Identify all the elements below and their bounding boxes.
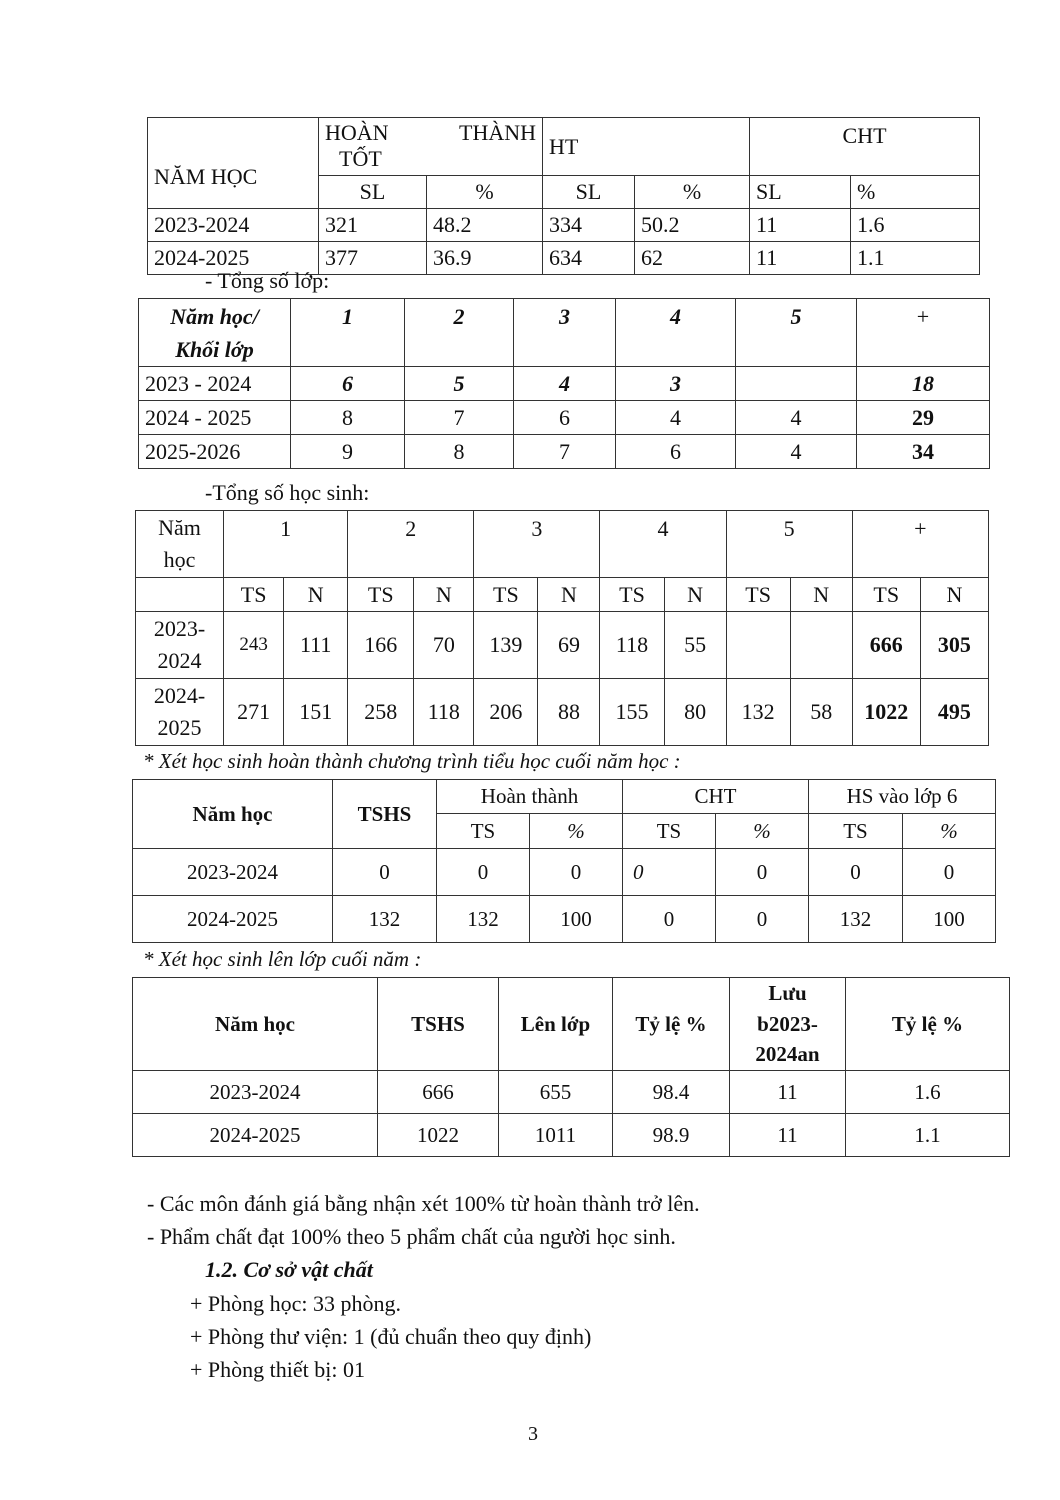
cell: 666 bbox=[378, 1071, 499, 1114]
table-row bbox=[136, 612, 989, 679]
cell: 2024-2025 bbox=[133, 1114, 378, 1157]
cell: 1022 bbox=[852, 679, 920, 746]
year-cell: 2023- 2024 bbox=[136, 612, 224, 679]
year-cell: 2024- 2025 bbox=[136, 679, 224, 746]
col-ht-tot: HOÀN THÀNH TỐT bbox=[319, 118, 543, 176]
cell: 7 bbox=[514, 435, 616, 469]
list-item: + Phòng học: 33 phòng. bbox=[190, 1291, 402, 1316]
sub-head: N bbox=[538, 578, 600, 612]
cell: 69 bbox=[538, 612, 600, 679]
cell: 8 bbox=[291, 401, 405, 435]
section-title: 1.2. Cơ sở vật chất bbox=[205, 1257, 373, 1282]
cell: 88 bbox=[538, 679, 600, 746]
cell: 29 bbox=[857, 401, 990, 435]
grade-head: 3 bbox=[474, 511, 600, 578]
caption-complete: * Xét học sinh hoàn thành chương trình tiểu học cuối năm học : bbox=[143, 749, 681, 773]
sub-head: % bbox=[635, 176, 750, 209]
completion-table bbox=[132, 779, 996, 943]
cell: 98.9 bbox=[613, 1114, 730, 1157]
sub-head: TS bbox=[623, 814, 716, 849]
cell: 0 bbox=[333, 849, 437, 896]
cell: 8 bbox=[405, 435, 514, 469]
cell: 6 bbox=[616, 435, 736, 469]
cell: 7 bbox=[405, 401, 514, 435]
cell: 155 bbox=[600, 679, 664, 746]
cell: 1.1 bbox=[846, 1114, 1010, 1157]
cell: 0 bbox=[623, 896, 716, 943]
cell bbox=[736, 367, 857, 401]
sub-head: TS bbox=[809, 814, 903, 849]
paragraph: - Phẩm chất đạt 100% theo 5 phẩm chất của người học sinh. bbox=[147, 1224, 676, 1249]
grade-head: 1 bbox=[291, 299, 405, 367]
col-tshs: TSHS bbox=[333, 780, 437, 849]
classes-table bbox=[138, 298, 990, 469]
col-rate: Tỷ lệ % bbox=[846, 978, 1010, 1071]
col-rate: Tỷ lệ % bbox=[613, 978, 730, 1071]
col-promoted: Lên lớp bbox=[499, 978, 613, 1071]
cell: 98.4 bbox=[613, 1071, 730, 1114]
sub-head: % bbox=[903, 814, 996, 849]
cell: 1.6 bbox=[851, 208, 980, 241]
grade-head: 2 bbox=[348, 511, 474, 578]
cell: 2025-2026 bbox=[139, 435, 291, 469]
cell bbox=[726, 612, 790, 679]
cell: 132 bbox=[333, 896, 437, 943]
cell: 634 bbox=[543, 241, 635, 274]
cell: 132 bbox=[809, 896, 903, 943]
cell: 2024-2025 bbox=[148, 241, 319, 274]
cell bbox=[790, 612, 852, 679]
sub-head: SL bbox=[750, 176, 851, 209]
cell: 4 bbox=[514, 367, 616, 401]
table-row bbox=[133, 849, 996, 896]
cell: 151 bbox=[284, 679, 348, 746]
sub-head: N bbox=[790, 578, 852, 612]
sub-head: N bbox=[414, 578, 474, 612]
paragraph: - Các môn đánh giá bằng nhận xét 100% từ hoàn thành trở lên. bbox=[147, 1191, 700, 1216]
sub-head: N bbox=[284, 578, 348, 612]
sub-head: SL bbox=[319, 176, 427, 209]
sub-head: TS bbox=[437, 814, 530, 849]
col-year: Năm học bbox=[133, 978, 378, 1071]
cell: 258 bbox=[348, 679, 414, 746]
sub-head: % bbox=[530, 814, 623, 849]
sub-head: % bbox=[851, 176, 980, 209]
sub-head: % bbox=[427, 176, 543, 209]
cell: 1022 bbox=[378, 1114, 499, 1157]
cell: 118 bbox=[600, 612, 664, 679]
cell: 0 bbox=[623, 849, 716, 896]
sub-head: SL bbox=[543, 176, 635, 209]
col-ht: HT bbox=[543, 118, 750, 176]
cell: 2023-2024 bbox=[133, 849, 333, 896]
cell: 70 bbox=[414, 612, 474, 679]
cell: 100 bbox=[530, 896, 623, 943]
sub-head: TS bbox=[852, 578, 920, 612]
cell: 1.1 bbox=[851, 241, 980, 274]
cell: 305 bbox=[920, 612, 988, 679]
sub-head: TS bbox=[474, 578, 538, 612]
grade-head: 5 bbox=[736, 299, 857, 367]
cell: 2023 - 2024 bbox=[139, 367, 291, 401]
cell: 1011 bbox=[499, 1114, 613, 1157]
cell: 321 bbox=[319, 208, 427, 241]
table-row bbox=[139, 401, 990, 435]
cell: 1.6 bbox=[846, 1071, 1010, 1114]
sub-head: TS bbox=[224, 578, 284, 612]
cell: 132 bbox=[437, 896, 530, 943]
cell: 58 bbox=[790, 679, 852, 746]
col-cht: CHT bbox=[750, 118, 980, 176]
cell: 139 bbox=[474, 612, 538, 679]
list-item: + Phòng thiết bị: 01 bbox=[190, 1357, 365, 1382]
caption-promote: * Xét học sinh lên lớp cuối năm : bbox=[143, 947, 422, 971]
students-table bbox=[135, 510, 989, 746]
promotion-table bbox=[132, 977, 1010, 1157]
cell: 6 bbox=[291, 367, 405, 401]
cell: 34 bbox=[857, 435, 990, 469]
cell: 55 bbox=[664, 612, 726, 679]
sub-head: N bbox=[664, 578, 726, 612]
grade-head: 4 bbox=[616, 299, 736, 367]
grade-head: + bbox=[852, 511, 988, 578]
table-row bbox=[136, 679, 989, 746]
cell: 3 bbox=[616, 367, 736, 401]
caption-classes: - Tổng số lớp: bbox=[205, 268, 330, 293]
cell: 9 bbox=[291, 435, 405, 469]
results-table bbox=[147, 117, 980, 275]
cell: 377 bbox=[319, 241, 427, 274]
sub-head: % bbox=[716, 814, 809, 849]
col-retained: Lưu b2023- 2024an bbox=[730, 978, 846, 1071]
cell: 4 bbox=[736, 401, 857, 435]
cell: 0 bbox=[530, 849, 623, 896]
col-tshs: TSHS bbox=[378, 978, 499, 1071]
cell: 243 bbox=[224, 612, 284, 679]
cell: 132 bbox=[726, 679, 790, 746]
list-item: + Phòng thư viện: 1 (đủ chuẩn theo quy định) bbox=[190, 1324, 592, 1349]
table-row bbox=[139, 367, 990, 401]
col-grade6: HS vào lớp 6 bbox=[809, 780, 996, 814]
head-year: Năm học bbox=[136, 511, 224, 578]
cell: 2023-2024 bbox=[133, 1071, 378, 1114]
cell: 0 bbox=[716, 849, 809, 896]
cell: 5 bbox=[405, 367, 514, 401]
page-number: 3 bbox=[528, 1423, 538, 1445]
grade-head: 3 bbox=[514, 299, 616, 367]
table-row bbox=[139, 435, 990, 469]
grade-head: + bbox=[857, 299, 990, 367]
sub-head: TS bbox=[348, 578, 414, 612]
table-row bbox=[133, 1071, 1010, 1114]
cell: 334 bbox=[543, 208, 635, 241]
cell: 0 bbox=[437, 849, 530, 896]
cell: 11 bbox=[750, 241, 851, 274]
cell: 4 bbox=[736, 435, 857, 469]
cell: 0 bbox=[716, 896, 809, 943]
sub-head: TS bbox=[726, 578, 790, 612]
cell: 2024-2025 bbox=[133, 896, 333, 943]
cell: 2024 - 2025 bbox=[139, 401, 291, 435]
head-year-grade: Năm học/ Khối lớp bbox=[139, 299, 291, 367]
col-done: Hoàn thành bbox=[437, 780, 623, 814]
cell: 206 bbox=[474, 679, 538, 746]
cell: 666 bbox=[852, 612, 920, 679]
table-row bbox=[133, 896, 996, 943]
table-row bbox=[148, 208, 980, 241]
cell: 80 bbox=[664, 679, 726, 746]
blank-cell bbox=[136, 578, 224, 612]
cell: 48.2 bbox=[427, 208, 543, 241]
cell: 495 bbox=[920, 679, 988, 746]
sub-head: N bbox=[920, 578, 988, 612]
grade-head: 2 bbox=[405, 299, 514, 367]
cell: 0 bbox=[809, 849, 903, 896]
cell: 166 bbox=[348, 612, 414, 679]
col-year: Năm học bbox=[133, 780, 333, 849]
cell: 111 bbox=[284, 612, 348, 679]
cell: 36.9 bbox=[427, 241, 543, 274]
cell: 18 bbox=[857, 367, 990, 401]
cell: 118 bbox=[414, 679, 474, 746]
cell: 6 bbox=[514, 401, 616, 435]
grade-head: 4 bbox=[600, 511, 726, 578]
col-cht: CHT bbox=[623, 780, 809, 814]
caption-students: -Tổng số học sinh: bbox=[205, 480, 370, 505]
cell: 11 bbox=[730, 1071, 846, 1114]
cell: 62 bbox=[635, 241, 750, 274]
cell: 2023-2024 bbox=[148, 208, 319, 241]
cell: 655 bbox=[499, 1071, 613, 1114]
grade-head: 5 bbox=[726, 511, 852, 578]
cell: 11 bbox=[730, 1114, 846, 1157]
cell: 11 bbox=[750, 208, 851, 241]
table-row bbox=[133, 1114, 1010, 1157]
cell: 100 bbox=[903, 896, 996, 943]
cell: 271 bbox=[224, 679, 284, 746]
sub-head: TS bbox=[600, 578, 664, 612]
grade-head: 1 bbox=[224, 511, 348, 578]
cell: 0 bbox=[903, 849, 996, 896]
cell: 50.2 bbox=[635, 208, 750, 241]
col-year: NĂM HỌC bbox=[148, 118, 319, 209]
cell: 4 bbox=[616, 401, 736, 435]
